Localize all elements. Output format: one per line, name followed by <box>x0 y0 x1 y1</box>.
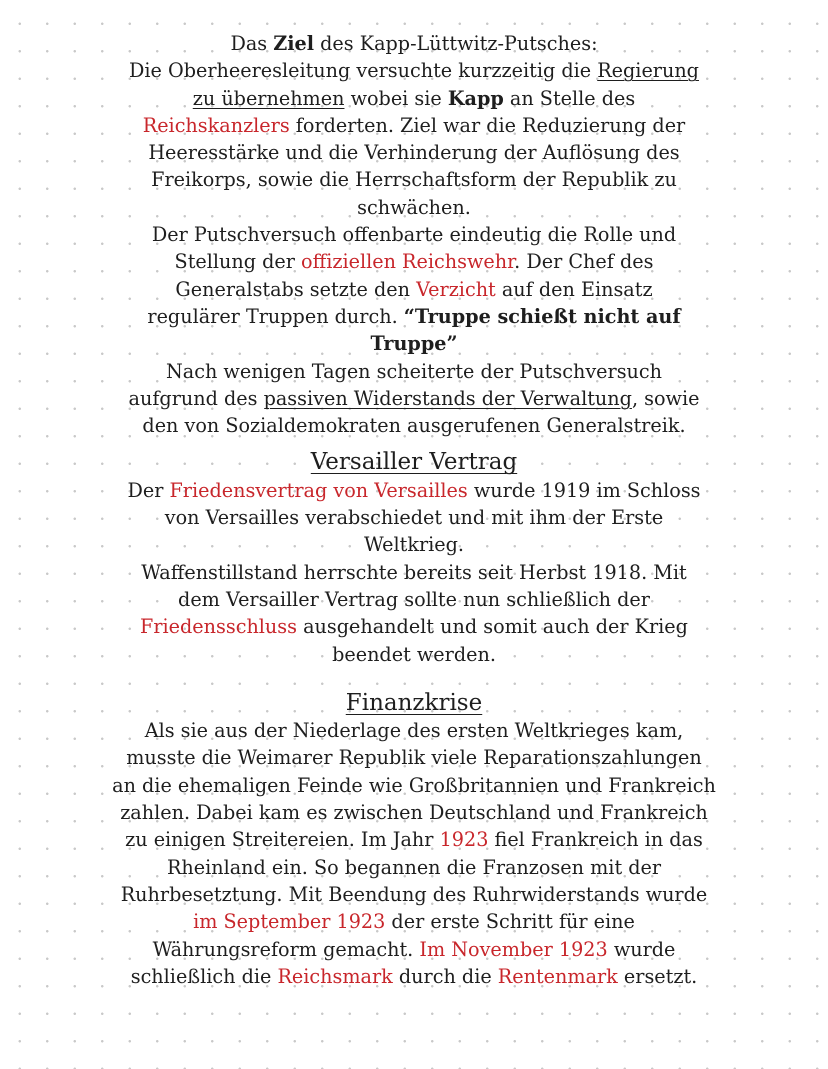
highlight-term: Friedensschluss <box>140 615 297 639</box>
highlight-term: Verzicht <box>416 277 496 301</box>
text-line <box>44 112 784 139</box>
text-line: Weltkrieg. <box>363 533 465 557</box>
text-line <box>44 963 784 990</box>
text-line <box>44 613 784 640</box>
text-run: Der <box>127 478 170 502</box>
kapp-putsch-section <box>44 30 784 439</box>
highlight-term: Reichsmark <box>277 964 393 988</box>
text-run: durch die <box>392 964 498 988</box>
section-heading-versailles: Versailler Vertrag <box>310 449 518 476</box>
text-line: Freikorps, sowie die Herrschaftsform der Republik zu <box>151 168 677 192</box>
underlined-term: zu übernehmen <box>192 86 345 110</box>
highlight-term: 1923 <box>439 828 489 852</box>
versailles-section <box>44 449 784 667</box>
text-line: schwächen. <box>357 195 471 219</box>
highlight-term: Reichskanzlers <box>142 113 290 137</box>
text-run: ausgehandelt und somit auch der Krieg <box>297 615 688 639</box>
text-run: forderten. Ziel war die Reduzierung der <box>289 113 686 137</box>
text-line <box>44 477 784 504</box>
emphasis-ziel: Ziel <box>273 32 315 55</box>
text-line: Nach wenigen Tagen scheiterte der Putschversuch <box>166 359 662 383</box>
text-run: Währungsreform gemacht. <box>152 937 420 961</box>
section-heading-finanzkrise: Finanzkrise <box>345 689 483 716</box>
text-line: zahlen. Dabei kam es zwischen Deutschland und Frankreich <box>120 801 708 825</box>
text-run: der erste Schritt für eine <box>385 910 635 934</box>
text-line <box>44 826 784 853</box>
text-line <box>44 936 784 963</box>
text-run: . Der Chef des <box>514 250 654 274</box>
text-line <box>44 248 784 275</box>
highlight-term: Im November 1923 <box>419 937 608 961</box>
text-run: , sowie <box>631 386 700 410</box>
text-run: wobei sie <box>344 86 448 110</box>
text-line <box>44 385 784 412</box>
text-line: beendet werden. <box>332 642 496 666</box>
text-run: auf den Einsatz <box>495 277 653 301</box>
text-run: Generalstabs setzte den <box>175 277 417 301</box>
text-run: an Stelle des <box>503 86 636 110</box>
text-run: zu einigen Streitereien. Im Jahr <box>125 828 440 852</box>
text-line: Heeresstärke und die Verhinderung der Auflösung des <box>148 141 680 165</box>
finanzkrise-section <box>44 690 784 990</box>
underlined-term: Regierung <box>597 59 699 83</box>
spacer <box>44 439 784 449</box>
text-run: Stellung der <box>174 250 302 274</box>
text-run: fiel Frankreich in das <box>488 828 703 852</box>
text-line <box>44 303 784 330</box>
text-line: dem Versailler Vertrag sollte nun schließlich der <box>178 587 650 611</box>
text-line <box>44 30 784 57</box>
text-run: schließlich die <box>130 964 278 988</box>
spacer <box>44 668 784 690</box>
highlight-term: offiziellen Reichswehr <box>301 250 515 274</box>
text-line: Ruhrbesetztung. Mit Beendung des Ruhrwiderstands wurde <box>120 882 708 906</box>
text-run: Das <box>230 32 274 55</box>
text-line: musste die Weimarer Republik viele Reparationszahlungen <box>126 746 702 770</box>
text-run: aufgrund des <box>128 386 264 410</box>
text-run: regulärer Truppen durch. <box>147 304 404 328</box>
text-run: des Kapp-Lüttwitz-Putsches: <box>314 32 598 55</box>
text-run: wurde <box>607 937 676 961</box>
text-run: wurde 1919 im Schloss <box>467 478 701 502</box>
text-line <box>44 85 784 112</box>
text-line: den von Sozialdemokraten ausgerufenen Generalstreik. <box>142 414 686 438</box>
underlined-term: passiven Widerstands der Verwaltung <box>263 386 632 410</box>
highlight-term: im September 1923 <box>193 910 386 934</box>
text-line: Als sie aus der Niederlage des ersten Weltkrieges kam, <box>144 719 684 743</box>
text-line <box>44 276 784 303</box>
text-line: Der Putschversuch offenbarte eindeutig die Rolle und <box>151 223 677 247</box>
text-line: Rheinland ein. So begannen die Franzosen mit der <box>166 855 662 879</box>
emphasis-kapp: Kapp <box>447 86 504 110</box>
quote-bold: “Truppe schießt nicht auf <box>403 304 681 328</box>
text-line: Waffenstillstand herrschte bereits seit Herbst 1918. Mit <box>141 560 687 584</box>
text-run: ersetzt. <box>617 964 698 988</box>
highlight-term: Friedensvertrag von Versailles <box>169 478 468 502</box>
quote-bold-end: Truppe” <box>370 332 458 356</box>
highlight-term: Rentenmark <box>497 964 618 988</box>
text-line <box>44 57 784 84</box>
text-line <box>44 908 784 935</box>
text-line: an die ehemaligen Feinde wie Großbritannien und Frankreich <box>112 773 716 797</box>
text-run: Die Oberheeresleitung versuchte kurzzeitig die <box>129 59 598 83</box>
text-line: von Versailles verabschiedet und mit ihm der Erste <box>164 506 664 530</box>
